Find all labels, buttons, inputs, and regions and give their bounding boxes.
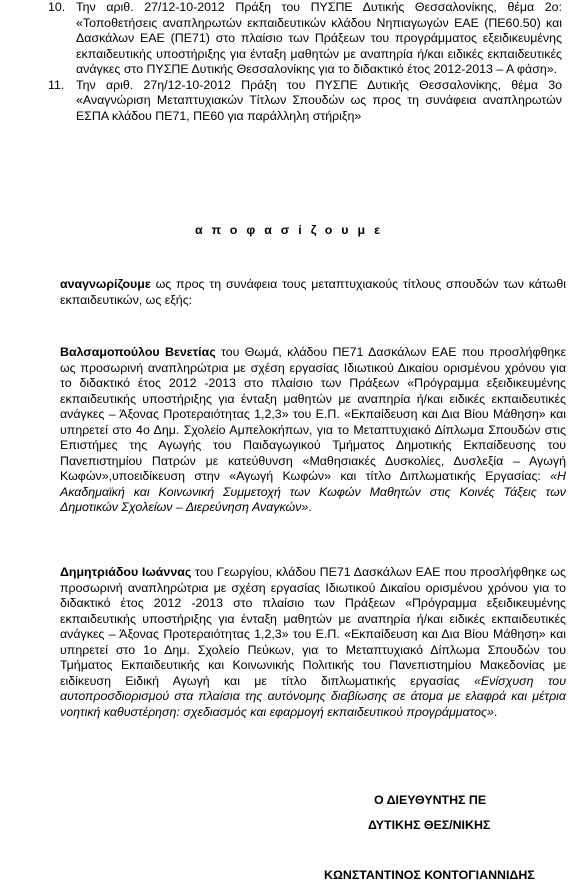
teacher-name: Βαλσαμοπούλου Βενετίας bbox=[60, 345, 216, 359]
reference-text: Την αριθ. 27/12-10-2012 Πράξη του ΠΥΣΠΕ Δυτικής Θεσσαλονίκης, θέμα 2ο: «Τοποθετήσεις αναπληρωτών εκπαιδευτικών κλάδου Νηπιαγωγών ΕΑΕ (ΠΕ60.50) και Δασκάλων ΕΑΕ (ΠΕ71) στο πλαίσιο των Πράξεων του προγράμματος εξειδικευμένης εκπαιδευτικής υποστήριξης για ένταξη μαθητών με αναπηρία ή/και ειδικές εκπαιδευτικές ανάγκες στο ΠΥΣΠΕ Δυτικής Θεσσαλονίκης για το διδακτικό έτος 2012-2013 – Α φάση». bbox=[76, 0, 562, 76]
signatory-title-line2: ΔΥΤΙΚΗΣ ΘΕΣ/ΝΙΚΗΣ bbox=[368, 818, 491, 832]
reference-item-11 bbox=[28, 78, 562, 125]
reference-text: Την αριθ. 27η/12-10-2012 Πράξη του ΠΥΣΠΕ Δυτικής Θεσσαλονίκης, θέμα 3ο «Αναγνώριση Μεταπτυχιακών Τίτλων Σπουδών ως προς τη συνάφεια αναπληρωτών ΕΣΠΑ κλάδου ΠΕ71, ΠΕ60 για παράλληλη στήριξη» bbox=[76, 77, 562, 123]
teacher-name: Δημητριάδου Ιωάννας bbox=[60, 565, 192, 579]
teacher-paragraph-2 bbox=[60, 565, 566, 720]
sentence-end: . bbox=[493, 704, 498, 719]
recognize-text: ως προς τη συνάφεια τους μεταπτυχιακούς τίτλους σπουδών των κάτωθι εκπαιδευτικών, ως εξής: bbox=[60, 277, 566, 307]
reference-number: 11. bbox=[48, 77, 65, 92]
sentence-end: . bbox=[308, 500, 312, 514]
reference-number: 10. bbox=[48, 0, 66, 14]
recognize-paragraph bbox=[60, 277, 566, 308]
reference-item-10 bbox=[28, 0, 562, 78]
thesis-title: «Η Ακαδημαϊκή και Κοινωνική Συμμετοχή των Κωφών Μαθητών στις Κοινές Τάξεις των Δημοτικών Σχολείων – Διερεύνηση Αναγκών» bbox=[60, 469, 566, 514]
signatory-name: ΚΩΝΣΤΑΝΤΙΝΟΣ ΚΟΝΤΟΓΙΑΝΝΙΔΗΣ bbox=[324, 868, 535, 882]
teacher-paragraph-1 bbox=[60, 345, 566, 516]
teacher-details: του Θωμά, κλάδου ΠΕ71 Δασκάλων ΕΑΕ που προσλήφθηκε ως προσωρινή αναπληρώτρια με σχέση εργασίας Ιδιωτικού Δικαίου ορισμένου χρόνου για το διδακτικό έτος 2012 -2013 στο πλαίσιο των Πράξεων «Πρόγραμμα εξειδικευμένης εκπαιδευτικής υποστήριξης για ένταξη μαθητών με αναπηρία ή/και ειδικές εκπαιδευτικές ανάγκες – Άξονας Προτεραιότητας 1,2,3» του Ε.Π. «Εκπαίδευση και Δια Βίου Μάθηση» και υπηρετεί στο 4ο Δημ. Σχολείο Αμπελοκήπων, για το Μεταπτυχιακό Δίπλωμα Σπουδών στις Επιστήμες της Αγωγής του Παιδαγωγικού Τμήματος Δημοτικής Εκπαίδευσης του Πανεπιστημίου Πατρών με κατεύθυνση «Μαθησιακές Δυσκολίες, Δυσλεξία – Αγωγή Κωφών»,υποειδίκευση στην «Αγωγή Κωφών» και τίτλο Διπλωματικής Εργασίας: bbox=[60, 345, 566, 483]
signatory-title-line1: Ο ΔΙΕΥΘΥΝΤΗΣ ΠΕ bbox=[374, 793, 487, 807]
reference-list bbox=[28, 0, 562, 124]
thesis-title: «Ενίσχυση του αυτοπροσδιορισμού στα πλαίσια της αυτόνομης διαβίωσης σε άτομα με ελαφρά και μέτρια νοητική καθυστέρηση: σχεδιασμός και εφαρμογή εκπαιδευτικού προγράμματος» bbox=[60, 673, 567, 719]
teacher-details: του Γεωργίου, κλάδου ΠΕ71 Δασκάλων ΕΑΕ που προσλήφθηκε ως προσωρινή αναπληρώτρια με σχέση εργασίας Ιδιωτικού Δικαίου ορισμένου χρόνου για το διδακτικό έτος 2012 -2013 στο πλαίσιο των Πράξεων «Πρόγραμμα εξειδικευμένης εκπαιδευτικής υποστήριξης για ένταξη μαθητών με αναπηρία ή/και ειδικές εκπαιδευτικές ανάγκες – Άξονας Προτεραιότητας 1,2,3» του Ε.Π. «Εκπαίδευση και Δια Βίου Μάθηση» και υπηρετεί στο 1ο Δημ. Σχολείο Πεύκων, για το Μεταπτυχιακό Δίπλωμα Σπουδών του Τμήματος Εκπαιδευτικής και Κοινωνικής Πολιτικής του Πανεπιστημίου Μακεδονίας με ειδίκευση Ειδική Αγωγή και με τίτλο διπλωματικής εργασίας bbox=[60, 565, 566, 688]
recognize-lead: αναγνωρίζουμε bbox=[60, 277, 151, 291]
decision-heading: αποφασίζουμε bbox=[195, 223, 389, 237]
